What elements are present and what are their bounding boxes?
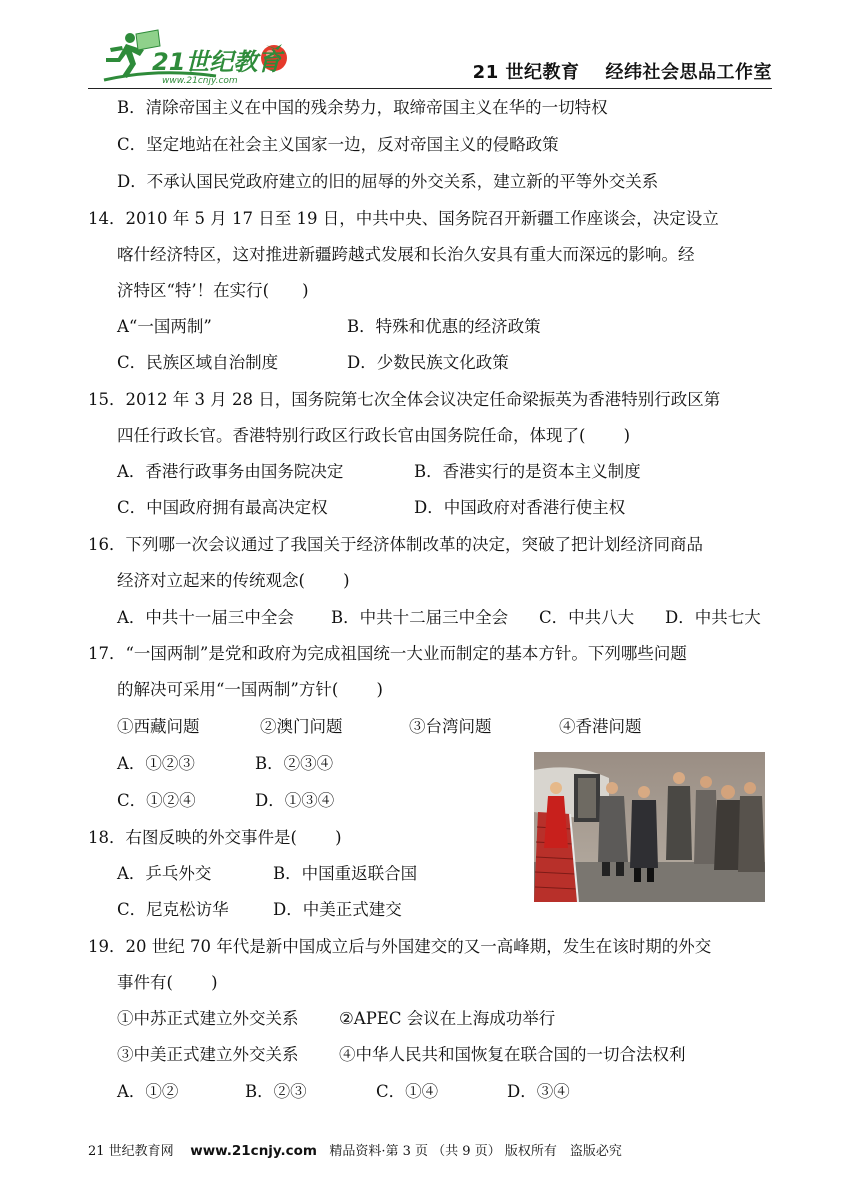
q15-option-a: A．香港行政事务由国务院决定 <box>117 462 344 481</box>
q19-option-c: C．①④ <box>376 1082 439 1101</box>
q17-options-row2 <box>117 789 497 813</box>
q17-item-3: ③台湾问题 <box>409 717 492 736</box>
q15-options-row1 <box>117 460 757 484</box>
q17-item-2: ②澳门问题 <box>260 717 343 736</box>
q14-options-row1 <box>117 315 717 339</box>
q17-option-a: A．①②③ <box>117 754 195 773</box>
q19-item-1: ①中苏正式建立外交关系 <box>117 1009 299 1028</box>
q18-options-row2 <box>117 898 497 922</box>
q16-option-c: C．中共八大 <box>539 608 635 627</box>
q16-option-a: A．中共十一届三中全会 <box>117 608 294 627</box>
q19-options-row <box>117 1080 617 1104</box>
q14-stem-line2: 喀什经济特区，这对推进新疆跨越式发展和长治久安具有重大而深远的影响。经 <box>117 245 695 264</box>
q14-stem-line1: 14．2010 年 5 月 17 日至 19 日，中共中央、国务院召开新疆工作座谈会，决定设立 <box>88 209 719 228</box>
q17-stem-line2: 的解决可采用“一国两制”方针( ) <box>117 680 383 699</box>
q14-stem-line3: 济特区“特’！在实行( ) <box>117 281 309 300</box>
q17-item-4: ④香港问题 <box>559 717 642 736</box>
q14-options-row2 <box>117 351 717 375</box>
q17-item-1: ①西藏问题 <box>117 717 200 736</box>
q18-option-c: C．尼克松访华 <box>117 900 229 919</box>
q19-stem-line1: 19．20 世纪 70 年代是新中国成立后与外国建交的又一高峰期，发生在该时期的外交 <box>88 937 712 956</box>
q19-item-2: ②APEC 会议在上海成功举行 <box>339 1009 556 1028</box>
svg-text:www.21cnjy.com: www.21cnjy.com <box>162 76 238 86</box>
q17-items-row <box>117 715 737 739</box>
q19-items-row2 <box>117 1043 757 1067</box>
q18-option-b: B．中国重返联合国 <box>273 864 418 883</box>
header-org: 21 世纪教育 <box>472 62 580 83</box>
q17-option-b: B．②③④ <box>255 754 334 773</box>
q13-option-d: D．不承认国民党政府建立的旧的屈辱的外交关系，建立新的平等外交关系 <box>117 172 659 191</box>
q15-option-c: C．中国政府拥有最高决定权 <box>117 498 328 517</box>
q19-item-3: ③中美正式建立外交关系 <box>117 1045 299 1064</box>
q18-stem-line1: 18．右图反映的外交事件是( ) <box>88 828 342 847</box>
q19-option-d: D．③④ <box>507 1082 570 1101</box>
q17-option-d: D．①③④ <box>255 791 335 810</box>
q16-option-b: B．中共十二届三中全会 <box>331 608 509 627</box>
header-studio: 经纬社会思品工作室 <box>605 62 772 83</box>
q13-option-c: C．坚定地站在社会主义国家一边，反对帝国主义的侵略政策 <box>117 135 559 154</box>
q14-option-d: D．少数民族文化政策 <box>347 353 509 372</box>
header-rule <box>88 88 772 89</box>
q19-stem-line2: 事件有( ) <box>117 973 218 992</box>
q13-option-b: B．清除帝国主义在中国的残余势力，取缔帝国主义在华的一切特权 <box>117 98 608 117</box>
q16-options-row <box>117 606 777 630</box>
q16-option-d: D．中共七大 <box>665 608 761 627</box>
page-header <box>88 22 772 88</box>
footer-page-info: 精品资料·第 3 页 （共 9 页） 版权所有 盗版必究 <box>329 1144 622 1159</box>
q18-options-row1 <box>117 862 497 886</box>
q14-option-b: B．特殊和优惠的经济政策 <box>347 317 541 336</box>
q17-options-row1 <box>117 752 497 776</box>
q18-option-a: A．乒乓外交 <box>117 864 212 883</box>
q17-stem-line1: 17．“一国两制”是党和政府为完成祖国统一大业而制定的基本方针。下列哪些问题 <box>88 644 687 663</box>
q19-option-a: A．①② <box>117 1082 179 1101</box>
q19-option-b: B．②③ <box>245 1082 307 1101</box>
q14-option-a: A“一国两制” <box>117 317 212 336</box>
q15-options-row2 <box>117 496 757 520</box>
diplomatic-event-photo <box>534 752 765 902</box>
q17-option-c: C．①②④ <box>117 791 196 810</box>
q16-stem-line1: 16．下列哪一次会议通过了我国关于经济体制改革的决定，突破了把计划经济同商品 <box>88 535 703 554</box>
footer-left: 21 世纪教育网 <box>88 1144 174 1159</box>
svg-text:21世纪教育: 21世纪教育 <box>152 48 282 76</box>
q15-stem-line2: 四任行政长官。香港特别行政区行政长官由国务院任命，体现了( ) <box>117 426 631 445</box>
header-title <box>473 58 772 84</box>
site-logo <box>96 28 296 88</box>
q16-stem-line2: 经济对立起来的传统观念( ) <box>117 571 350 590</box>
page-footer <box>88 1140 622 1159</box>
q15-stem-line1: 15．2012 年 3 月 28 日，国务院第七次全体会议决定任命梁振英为香港特别行政区第 <box>88 390 721 409</box>
q15-option-d: D．中国政府对香港行使主权 <box>414 498 626 517</box>
q19-items-row1 <box>117 1007 757 1031</box>
q14-option-c: C．民族区域自治制度 <box>117 353 279 372</box>
footer-site-link[interactable]: www.21cnjy.com <box>190 1143 317 1159</box>
q18-option-d: D．中美正式建交 <box>273 900 402 919</box>
q19-item-4: ④中华人民共和国恢复在联合国的一切合法权利 <box>339 1045 686 1064</box>
q15-option-b: B．香港实行的是资本主义制度 <box>414 462 641 481</box>
